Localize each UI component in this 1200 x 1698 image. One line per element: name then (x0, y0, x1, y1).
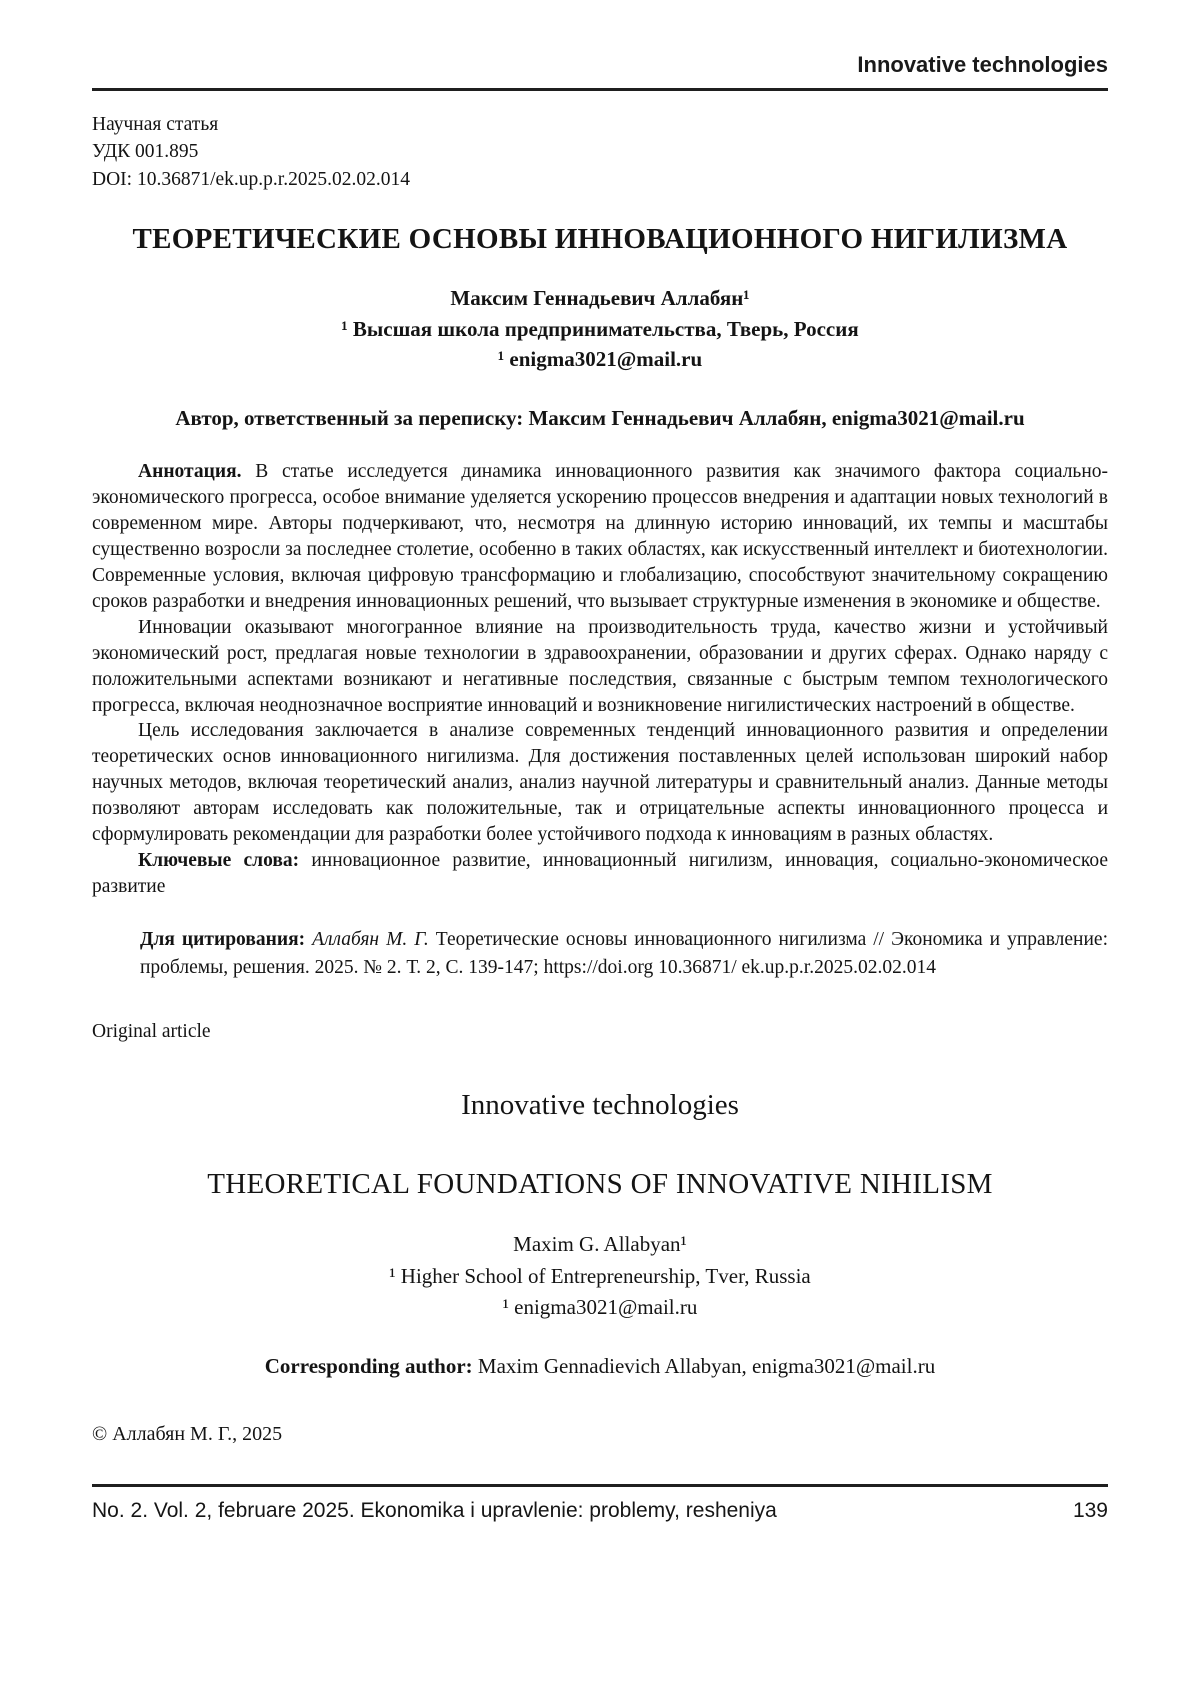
ru-author-name: Максим Геннадьевич Аллабян¹ (450, 286, 750, 311)
copyright-line: © Аллабян М. Г., 2025 (92, 1422, 283, 1445)
ru-author-block (92, 283, 1108, 374)
citation-block (140, 926, 1108, 981)
en-section-title: Innovative technologies (461, 1089, 739, 1122)
en-author-email: ¹ enigma3021@mail.ru (502, 1295, 698, 1320)
en-corresponding-label: Corresponding author: (264, 1353, 473, 1378)
citation-authors: Аллабян М. Г. (305, 928, 429, 950)
page-header (92, 52, 1108, 111)
citation-text: Теоретические основы инновационного нигилизма // Экономика и управление: проблемы, решения. 2025. № 2. Т. 2, С. 139-147; https://doi.org 10.36871/ ek.up.p.r.2025.02.02.014 (140, 928, 1108, 978)
page-footer (92, 1484, 1108, 1523)
running-title: Innovative technologies (857, 52, 1108, 77)
article-meta (92, 111, 1108, 193)
udc-code: УДК 001.895 (92, 141, 199, 163)
en-author-block (92, 1229, 1108, 1324)
abstract-label: Аннотация. (138, 461, 242, 483)
footer-row (92, 1499, 1108, 1523)
keywords-text: инновационное развитие, инновационный нигилизм, инновация, социально-экономическое развитие (92, 850, 1108, 897)
ru-affiliation: ¹ Высшая школа предпринимательства, Тверь, Россия (341, 316, 859, 341)
keywords-paragraph (92, 848, 1108, 900)
en-corresponding-author (92, 1354, 1108, 1379)
abstract-paragraph-3: Цель исследования заключается в анализе современных тенденций инновационного развития и определении теоретических основ инновационного нигилизма. Для достижения поставленных целей использован широкий набор научных методов, включая теоретический анализ, анализ научной литературы и сравнительный анализ. Данные методы позволяют авторам исследовать как положительные, так и отрицательные аспекты инновационного процесса и сформулировать рекомендации для разработки более устойчивого подхода к инновациям в разных областях. (92, 720, 1108, 846)
doi-line: DOI: 10.36871/ek.up.p.r.2025.02.02.014 (92, 168, 410, 190)
ru-author-email: ¹ enigma3021@mail.ru (497, 347, 703, 372)
footer-page-number: 139 (1072, 1499, 1108, 1522)
article-type: Научная статья (92, 114, 219, 135)
article-title-en: THEORETICAL FOUNDATIONS OF INNOVATIVE NIHILISM (207, 1168, 993, 1201)
keywords-label: Ключевые слова: (138, 850, 300, 872)
footer-rule (92, 1484, 1108, 1487)
footer-journal-line: No. 2. Vol. 2, februare 2025. Ekonomika i upravlenie: problemy, resheniya (92, 1499, 777, 1522)
abstract-paragraph-2: Инновации оказывают многогранное влияние на производительность труда, качество жизни и устойчивый экономический рост, предлагая новые технологии в здравоохранении, образовании и других сферах. Однако наряду с положительными аспектами возникают и негативные последствия, связанные с быстрым темпом технологического прогресса, включая неоднозначное восприятие инноваций и возникновение нигилистических настроений в обществе. (92, 616, 1108, 716)
abstract-section (92, 459, 1108, 900)
header-rule (92, 88, 1108, 91)
original-article-label: Original article (92, 1021, 211, 1043)
en-corresponding-text: Maxim Gennadievich Allabyan, enigma3021@mail.ru (472, 1353, 936, 1378)
article-title-ru: ТЕОРЕТИЧЕСКИЕ ОСНОВЫ ИННОВАЦИОННОГО НИГИЛИЗМА (132, 222, 1068, 255)
en-affiliation: ¹ Higher School of Entrepreneurship, Tver, Russia (389, 1263, 811, 1288)
abstract-paragraph (92, 459, 1108, 615)
ru-corresponding-author: Автор, ответственный за переписку: Максим Геннадьевич Аллабян, enigma3021@mail.ru (175, 405, 1025, 430)
abstract-text: В статье исследуется динамика инновационного развития как значимого фактора социально-экономического прогресса, особое внимание уделяется ускорению процессов внедрения и адаптации новых технологий в современном мире. Авторы подчеркивают, что, несмотря на длинную историю инноваций, их темпы и масштабы существенно возросли за последнее столетие, особенно в таких областях, как искусственный интеллект и биотехнологии. Современные условия, включая цифровую трансформацию и глобализацию, способствуют значительному сокращению сроков разработки и внедрения инновационных решений, что вызывает структурные изменения в экономике и обществе. (92, 461, 1108, 612)
citation-label: Для цитирования: (140, 928, 306, 950)
en-author-name: Maxim G. Allabyan¹ (513, 1232, 687, 1257)
